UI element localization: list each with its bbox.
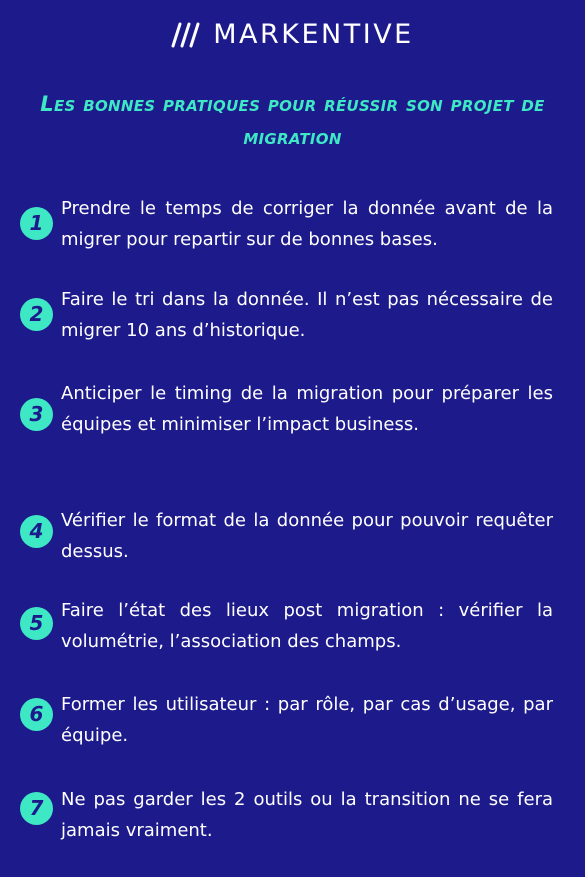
step-number-badge: 5 [20, 607, 53, 640]
list-item-text: Faire l’état des lieux post migration : vérifier la volumétrie, l’association des champs. [61, 600, 553, 652]
page-title: Les bonnes pratiques pour réussir son projet de migration [40, 92, 545, 149]
slashes-logo-icon [171, 22, 209, 48]
step-number-badge: 6 [20, 698, 53, 731]
step-number-badge: 7 [20, 792, 53, 825]
list-item-text: Vérifier le format de la donnée pour pouvoir requêter dessus. [61, 510, 553, 562]
list-item-text: Faire le tri dans la donnée. Il n’est pas nécessaire de migrer 10 ans d’historique. [61, 289, 553, 341]
step-number-badge: 3 [20, 398, 53, 431]
list-item-text: Anticiper le timing de la migration pour préparer les équipes et minimiser l’impact business. [61, 383, 553, 435]
brand-name: MARKENTIVE [213, 19, 414, 50]
step-number-badge: 1 [20, 207, 53, 240]
list-item-text: Ne pas garder les 2 outils ou la transition ne se fera jamais vraiment. [61, 789, 553, 841]
step-number-badge: 4 [20, 515, 53, 548]
list-item-text: Former les utilisateur : par rôle, par cas d’usage, par équipe. [61, 694, 553, 746]
list-item-text: Prendre le temps de corriger la donnée avant de la migrer pour repartir sur de bonnes bases. [61, 198, 553, 250]
step-number-badge: 2 [20, 298, 53, 331]
brand-logo [0, 18, 585, 52]
